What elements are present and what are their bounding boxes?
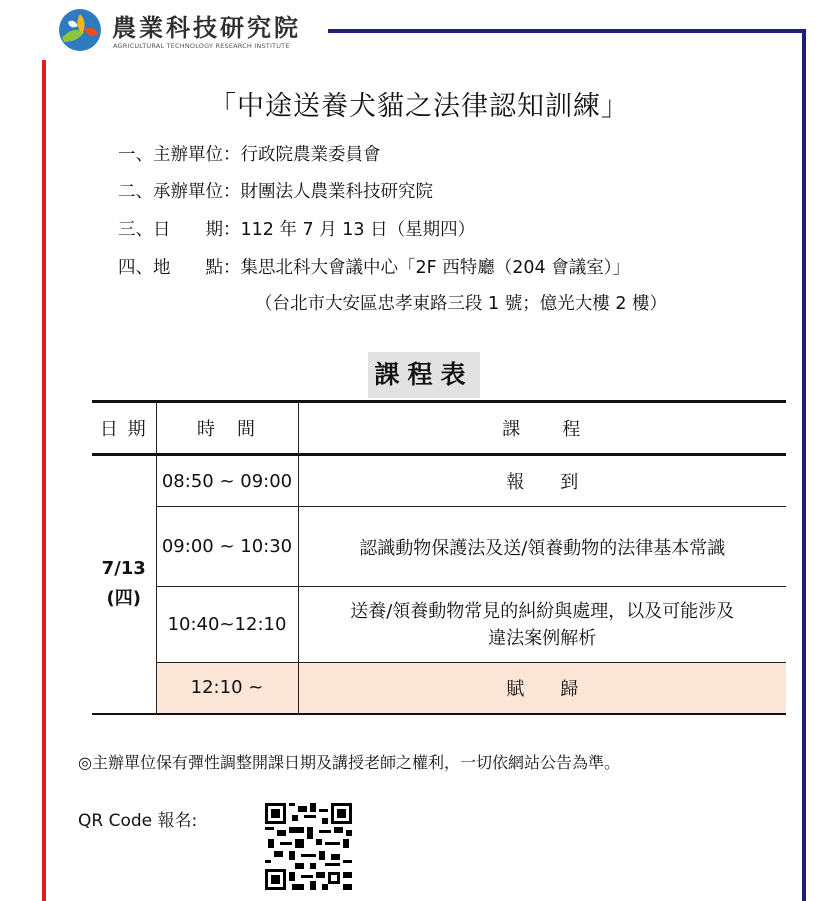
document-title: 「中途送養犬貓之法律認知訓練」 [209, 91, 629, 122]
time-cell: 12:10 ~ [156, 663, 298, 714]
table-row [92, 587, 786, 663]
venue-address: （台北市大安區忠孝東路三段 1 號；億光大樓 2 樓） [255, 294, 668, 314]
info-date [118, 216, 475, 241]
course-cell: 賦 歸 [298, 663, 786, 714]
info-label: 二、承辦單位： [118, 182, 241, 202]
table-header-row [92, 402, 786, 455]
header-time: 時 間 [156, 402, 298, 455]
institute-name-cn: 農業科技研究院 [112, 13, 301, 42]
course-cell: 報 到 [298, 455, 786, 507]
course-line: 送養/領養動物常見的糾紛與處理，以及可能涉及 [350, 600, 735, 622]
institute-name-en: AGRICULTURAL TECHNOLOGY RESEARCH INSTITUTE [113, 42, 290, 50]
info-value: 112 年 7 月 13 日（星期四） [240, 220, 476, 240]
course-line: 違法案例解析 [488, 627, 597, 649]
course-cell [298, 587, 786, 663]
time-cell: 10:40~12:10 [156, 587, 298, 663]
info-label: 三、日 期： [118, 220, 241, 240]
info-value: 集思北科大會議中心「2F 西特廳（204 會議室）」 [240, 258, 630, 278]
info-label: 四、地 點： [118, 258, 241, 278]
institute-logo-icon [58, 8, 102, 52]
info-value: 行政院農業委員會 [240, 145, 381, 165]
header-date: 日 期 [92, 402, 156, 455]
date-value: 7/13 [101, 558, 146, 580]
qr-code-label: QR Code 報名: [78, 811, 198, 831]
right-frame-rule [802, 29, 806, 901]
date-cell [92, 455, 156, 714]
info-venue [118, 254, 630, 279]
info-organizer [118, 141, 381, 166]
time-cell: 08:50 ~ 09:00 [156, 455, 298, 507]
course-cell: 認識動物保護法及送/領養動物的法律基本常識 [298, 507, 786, 587]
info-label: 一、主辦單位： [118, 145, 241, 165]
schedule-title: 課程表 [368, 352, 480, 398]
qr-code-icon[interactable] [265, 803, 352, 890]
left-frame-rule [42, 60, 46, 901]
table-row [92, 663, 786, 714]
top-frame-rule [328, 29, 806, 33]
weekday-value: (四) [106, 588, 141, 610]
info-value: 財團法人農業科技研究院 [240, 182, 433, 202]
schedule-table [92, 400, 786, 715]
table-row [92, 455, 786, 507]
time-cell: 09:00 ~ 10:30 [156, 507, 298, 587]
header-course: 課 程 [298, 402, 786, 455]
disclaimer-note: ◎主辦單位保有彈性調整開課日期及講授老師之權利，一切依網站公告為準。 [78, 753, 620, 772]
table-row [92, 507, 786, 587]
info-contractor [118, 178, 433, 203]
